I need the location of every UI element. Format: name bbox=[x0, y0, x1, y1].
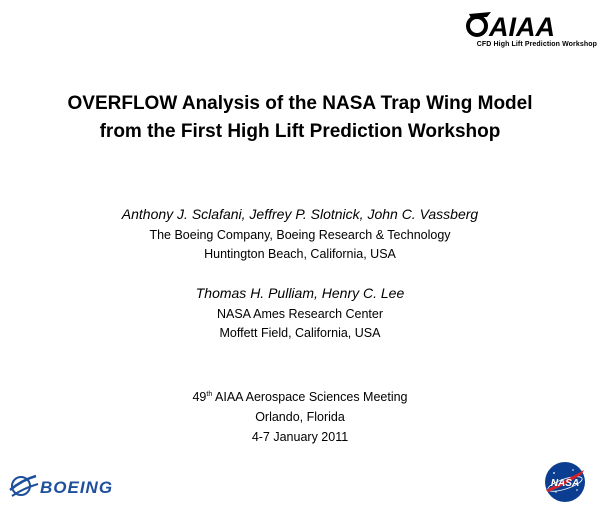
conference-location: Orlando, Florida bbox=[255, 410, 345, 424]
affiliation-nasa-location: Moffett Field, California, USA bbox=[219, 326, 381, 340]
conference-name bbox=[0, 390, 600, 404]
authors-boeing: Anthony J. Sclafani, Jeffrey P. Slotnick, John C. Vassberg bbox=[121, 206, 479, 222]
boeing-symbol-icon bbox=[10, 476, 38, 496]
affiliation-boeing-org: The Boeing Company, Boeing Research & Technology bbox=[149, 228, 451, 242]
conference-dates: 4-7 January 2011 bbox=[251, 430, 349, 444]
authors-nasa: Thomas H. Pulliam, Henry C. Lee bbox=[195, 285, 405, 301]
nasa-logo-text: NASA bbox=[550, 478, 580, 489]
nasa-logo bbox=[542, 460, 588, 504]
conference-ordinal: th bbox=[206, 390, 213, 398]
conference-number: 49 bbox=[192, 390, 207, 404]
boeing-logo-text: BOEING bbox=[40, 478, 114, 497]
affiliation-nasa-org: NASA Ames Research Center bbox=[216, 307, 384, 321]
conference-title: AIAA Aerospace Sciences Meeting bbox=[215, 390, 408, 404]
title-line-2: from the First High Lift Prediction Workshop bbox=[99, 121, 501, 142]
workshop-caption: CFD High Lift Prediction Workshop bbox=[476, 41, 597, 48]
boeing-logo bbox=[8, 470, 143, 502]
aiaa-logo-text: AIAA bbox=[489, 12, 555, 42]
aiaa-swoosh-icon bbox=[468, 12, 491, 35]
affiliation-boeing-location: Huntington Beach, California, USA bbox=[204, 247, 396, 261]
title-line-1: OVERFLOW Analysis of the NASA Trap Wing Model bbox=[67, 93, 533, 114]
